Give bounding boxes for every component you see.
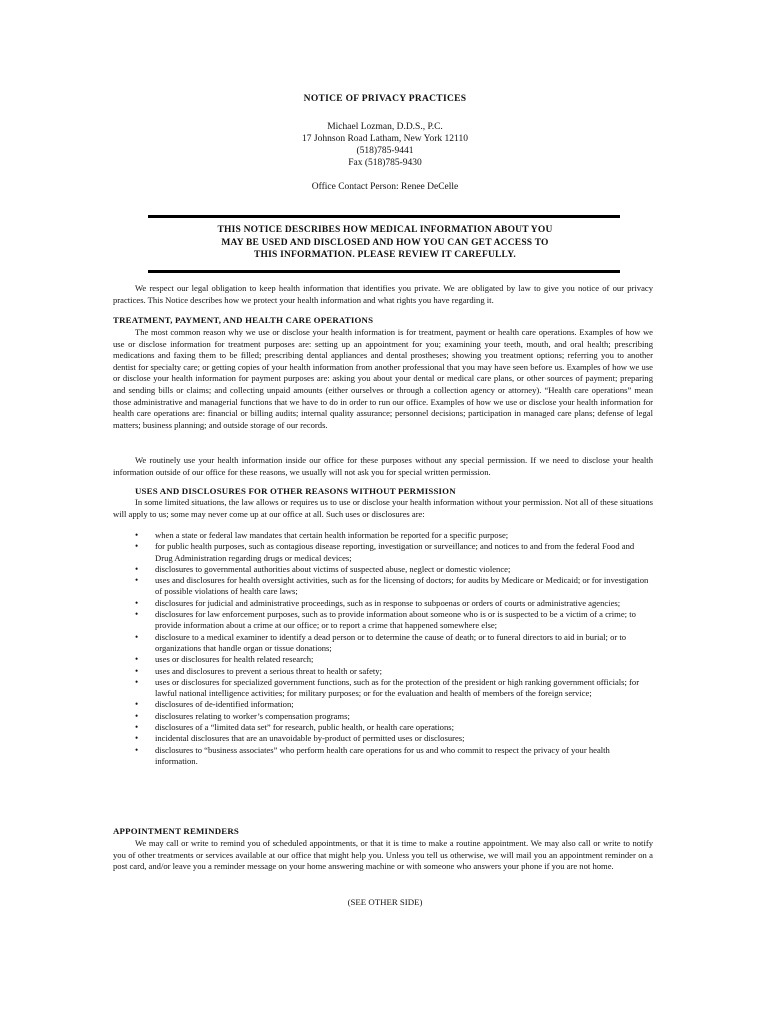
bullet-icon: • xyxy=(135,631,139,642)
list-item: • disclosure to a medical examiner to identify a dead person or to determine the cause of death; or to funeral directors to aid in burial; or to organizations that handle organ or tissue donations; xyxy=(135,631,627,653)
section-heading-treatment: TREATMENT, PAYMENT, AND HEALTH CARE OPERATIONS xyxy=(113,315,374,325)
section-body-other-uses: In some limited situations, the law allows or requires us to use or disclose your health information without your permission. Not all of these situations will apply to us; some may never come up at our office at all. Such uses or disclosures are: xyxy=(113,497,653,519)
disclosure-list xyxy=(113,530,653,767)
bullet-icon: • xyxy=(135,710,139,721)
list-item: • uses and disclosures for health oversight activities, such as for the licensing of doctors; for audits by Medicare or Medicaid; or for investigation of possible violations of health care laws; xyxy=(135,575,649,597)
section-heading-other-uses: USES AND DISCLOSURES FOR OTHER REASONS WITHOUT PERMISSION xyxy=(135,486,456,496)
bullet-icon: • xyxy=(135,722,139,733)
notice-banner xyxy=(0,224,770,262)
page-title: NOTICE OF PRIVACY PRACTICES xyxy=(303,94,467,104)
bullet-icon: • xyxy=(135,575,139,586)
section-body-reminders: We may call or write to remind you of scheduled appointments, or that it is time to make a routine appointment. We may also call or write to notify you of other treatments or services available at our office that might help you. Unless you tell us otherwise, we will mail you an appointment reminder on a post card, and/or leave you a reminder message on your home answering machine or with someone who answers your phone if you are not home. xyxy=(113,838,653,872)
bullet-icon: • xyxy=(135,563,139,574)
notice-line: THIS NOTICE DESCRIBES HOW MEDICAL INFORMATION ABOUT YOU xyxy=(217,225,553,235)
bullet-icon: • xyxy=(135,733,139,744)
list-item: • incidental disclosures that are an unavoidable by-product of permitted uses or disclosures; xyxy=(135,733,465,744)
bottom-divider xyxy=(148,270,620,273)
notice-line: THIS INFORMATION. PLEASE REVIEW IT CAREFULLY. xyxy=(254,250,516,260)
top-divider xyxy=(148,215,620,218)
intro-paragraph: We respect our legal obligation to keep health information that identifies you private. We are obligated by law to give you notice of our privacy practices. This Notice describes how we protect your health information and what rights you have regarding it. xyxy=(113,283,653,305)
bullet-icon: • xyxy=(135,744,139,755)
bullet-icon: • xyxy=(135,654,139,665)
practice-name: Michael Lozman, D.D.S., P.C. xyxy=(327,122,443,132)
practice-address: 17 Johnson Road Latham, New York 12110 xyxy=(302,134,468,144)
list-item: • disclosures for law enforcement purposes, such as to provide information about someone who is or is suspected to be a victim of a crime; to provide information about a crime at our office; or to report a crime that happened somewhere else; xyxy=(135,609,636,631)
bullet-icon: • xyxy=(135,597,139,608)
list-item: • disclosures relating to worker’s compensation programs; xyxy=(135,710,350,721)
bullet-icon: • xyxy=(135,541,139,552)
page-footer: (SEE OTHER SIDE) xyxy=(347,897,423,907)
list-item: • disclosures of a “limited data set” for research, public health, or health care operations; xyxy=(135,722,454,733)
contact-person: Office Contact Person: Renee DeCelle xyxy=(311,182,459,192)
list-item: • uses or disclosures for health related research; xyxy=(135,654,314,665)
section-heading-reminders: APPOINTMENT REMINDERS xyxy=(113,826,239,836)
practice-phone: (518)785-9441 xyxy=(356,146,414,156)
list-item: • disclosures for judicial and administrative proceedings, such as in response to subpoenas or orders of courts or administrative agencies; xyxy=(135,597,621,608)
list-item: • uses and disclosures to prevent a serious threat to health or safety; xyxy=(135,665,382,676)
practice-fax: Fax (518)785-9430 xyxy=(348,158,422,168)
bullet-icon: • xyxy=(135,699,139,710)
bullet-icon: • xyxy=(135,665,139,676)
notice-line: MAY BE USED AND DISCLOSED AND HOW YOU CAN GET ACCESS TO xyxy=(221,237,549,248)
bullet-icon: • xyxy=(135,676,139,687)
list-item: • disclosures to “business associates” who perform health care operations for us and who commit to respect the privacy of your health information. xyxy=(135,744,610,766)
list-item: • for public health purposes, such as contagious disease reporting, investigation or surveillance; and notices to and from the federal Food and Drug Administration regarding drugs or medical devices; xyxy=(135,541,635,563)
section-body-treatment: The most common reason why we use or disclose your health information is for treatment, payment or health care operations. Examples of how we use or disclose information for treatment purposes are: setting up an appointment for you; examining your teeth, mouth, and oral health; prescribing medications and faxing them to be filled; prescribing dental appliances and dental prostheses; showing you treatment options; referring you to another dentist for specialty care; or getting copies of your health information from another professional that you may have seen before us. Examples of how we use or disclose your health information for payment purposes are: asking you about your dental or medical care plans, or other sources of payment; preparing and sending bills or claims; and collecting unpaid amounts (either ourselves or through a collection agency or attorney). “Health care operations” mean those administrative and managerial functions that we have to do in order to run our office. Examples of how we use or disclose your health information for health care operations are: financial or billing audits; internal quality assurance; personnel decisions; participation in managed care plans; defense of legal matters; business planning; and outside storage of our records. xyxy=(113,327,653,430)
bullet-icon: • xyxy=(135,530,139,540)
list-item: • uses or disclosures for specialized government functions, such as for the protection of the president or high ranking government officials; for lawful national intelligence activities; for military purposes; or for the evaluation and health of members of the foreign service; xyxy=(135,676,640,699)
section-body-routine: We routinely use your health information inside our office for these purposes without any special permission. If we need to disclose your health information outside of our office for these reasons, we usually will not ask you for special written permission. xyxy=(113,455,653,477)
list-item: • disclosures to governmental authorities about victims of suspected abuse, neglect or domestic violence; xyxy=(135,563,511,574)
list-item: • when a state or federal law mandates that certain health information be reported for a specific purpose; xyxy=(135,530,509,540)
bullet-icon: • xyxy=(135,609,139,620)
list-item: • disclosures of de-identified information; xyxy=(135,699,294,710)
